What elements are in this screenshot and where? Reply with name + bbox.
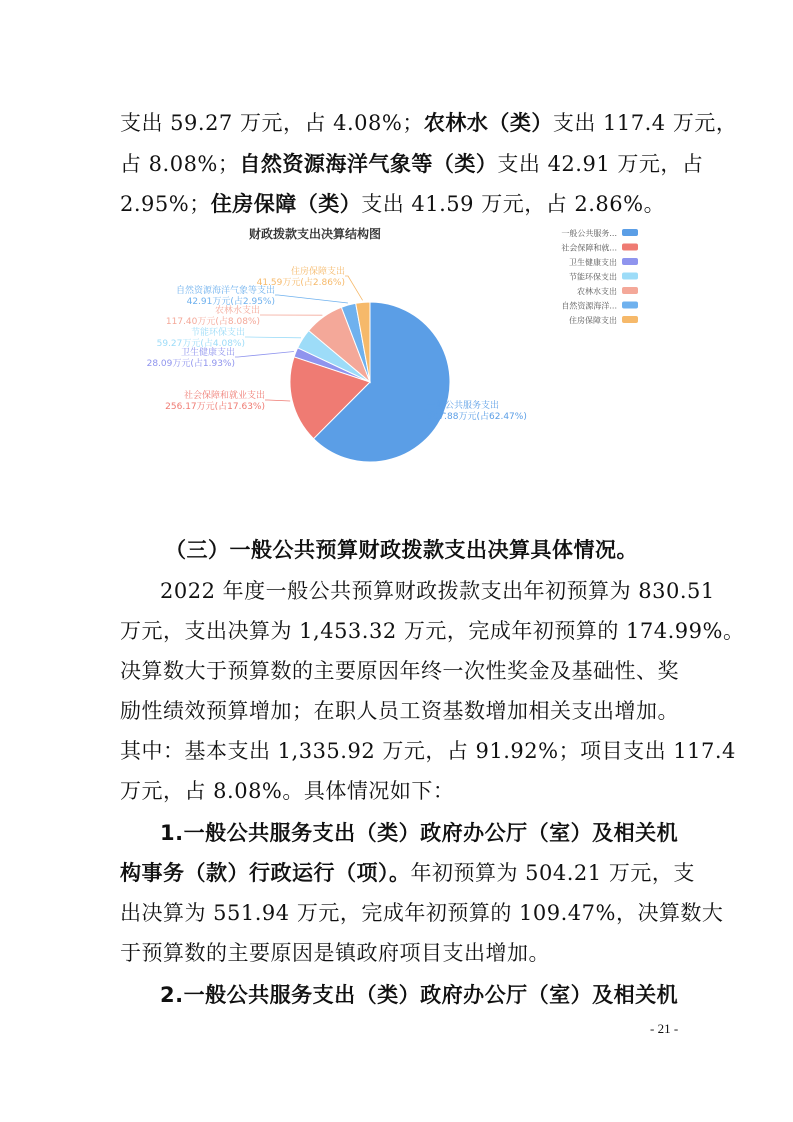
legend-label: 卫生健康支出	[569, 258, 617, 267]
pie-slices	[290, 302, 450, 462]
chart-legend	[561, 228, 638, 325]
body-line	[120, 857, 695, 887]
leader-line	[345, 276, 363, 300]
body-line: 万元，支出决算为 1,453.32 万元，完成年初预算的 174.99%。	[120, 619, 745, 643]
legend-swatch	[622, 273, 638, 280]
chart-title: 财政拨款支出决算结构图	[248, 227, 382, 241]
text: 支出 42.91 万元，占	[497, 152, 704, 176]
legend-label: 自然资源海洋...	[561, 301, 617, 311]
slice-label-value: 41.59万元(占2.86%)	[256, 278, 345, 288]
leader-line	[265, 400, 290, 401]
legend-swatch	[622, 302, 638, 309]
item-heading: 1.一般公共服务支出（类）政府办公厅（室）及相关机	[160, 821, 679, 845]
legend-swatch	[622, 258, 638, 265]
legend-label: 农林水支出	[577, 287, 617, 296]
body-line: 万元，占 8.08%。具体情况如下：	[120, 779, 455, 803]
bold-text: 住房保障（类）	[210, 192, 362, 216]
slice-label-value: 42.91万元(占2.95%)	[186, 297, 275, 307]
legend-swatch	[622, 229, 638, 236]
text: 支出 59.27 万元，占 4.08%；	[120, 111, 424, 135]
slice-label-name: 卫生健康支出	[180, 348, 235, 358]
pie-chart	[146, 222, 645, 472]
leader-line	[235, 352, 294, 358]
body-line: 出决算为 551.94 万元，完成年初预算的 109.47%，决算数大	[120, 901, 724, 925]
leader-line	[275, 295, 348, 303]
bold-text: 构事务（款）行政运行（项）。	[120, 861, 411, 885]
leader-line	[245, 337, 301, 338]
legend-label: 一般公共服务...	[561, 229, 617, 238]
bold-text: 自然资源海洋气象等（类）	[239, 152, 498, 176]
legend-swatch	[622, 316, 638, 323]
text: 支出 117.4 万元，	[552, 111, 738, 135]
paragraph-line	[120, 107, 737, 137]
page-number: - 21 -	[650, 1021, 679, 1036]
body-line: 于预算数的主要原因是镇政府项目支出增加。	[120, 941, 550, 965]
slice-label-value: 59.27万元(占4.08%)	[156, 339, 245, 349]
legend-swatch	[622, 287, 638, 294]
slice-label-value: 256.17万元(占17.63%)	[165, 402, 265, 412]
legend-label: 节能环保支出	[569, 272, 617, 282]
section-heading: （三）一般公共预算财政拨款支出决算具体情况。	[165, 538, 638, 562]
text: 占 8.08%；	[120, 152, 240, 176]
body-line: 励性绩效预算增加；在职人员工资基数增加相关支出增加。	[120, 699, 679, 723]
item-heading: 2.一般公共服务支出（类）政府办公厅（室）及相关机	[160, 983, 679, 1007]
slice-label-name: 节能环保支出	[190, 328, 245, 338]
text: 2.95%；	[120, 192, 211, 216]
slice-label-name: 社会保障和就业支出	[183, 391, 265, 401]
slice-label-value: 907.88万元(占62.47%)	[427, 412, 527, 422]
text: 支出 41.59 万元，占 2.86%。	[361, 192, 666, 216]
slice-label-value: 28.09万元(占1.93%)	[146, 359, 235, 369]
legend-swatch	[622, 244, 638, 251]
slice-label-name: 一般公共服务支出	[427, 401, 500, 411]
text: 年初预算为 504.21 万元，支	[410, 861, 695, 885]
paragraph-line	[120, 148, 703, 178]
slice-label-name: 自然资源海洋气象等支出	[175, 286, 275, 296]
slice-label-name: 住房保障支出	[290, 267, 345, 277]
paragraph-line	[120, 188, 665, 218]
legend-label: 住房保障支出	[569, 316, 617, 325]
slice-label-name: 农林水支出	[214, 306, 260, 316]
bold-text: 农林水（类）	[423, 111, 553, 135]
body-line: 其中：基本支出 1,335.92 万元，占 91.92%；项目支出 117.4	[120, 739, 736, 763]
body-line: 2022 年度一般公共预算财政拨款支出年初预算为 830.51	[160, 579, 715, 603]
body-line: 决算数大于预算数的主要原因年终一次性奖金及基础性、奖	[120, 659, 679, 683]
slice-label-value: 117.40万元(占8.08%)	[165, 317, 260, 327]
legend-label: 社会保障和就...	[561, 243, 617, 253]
